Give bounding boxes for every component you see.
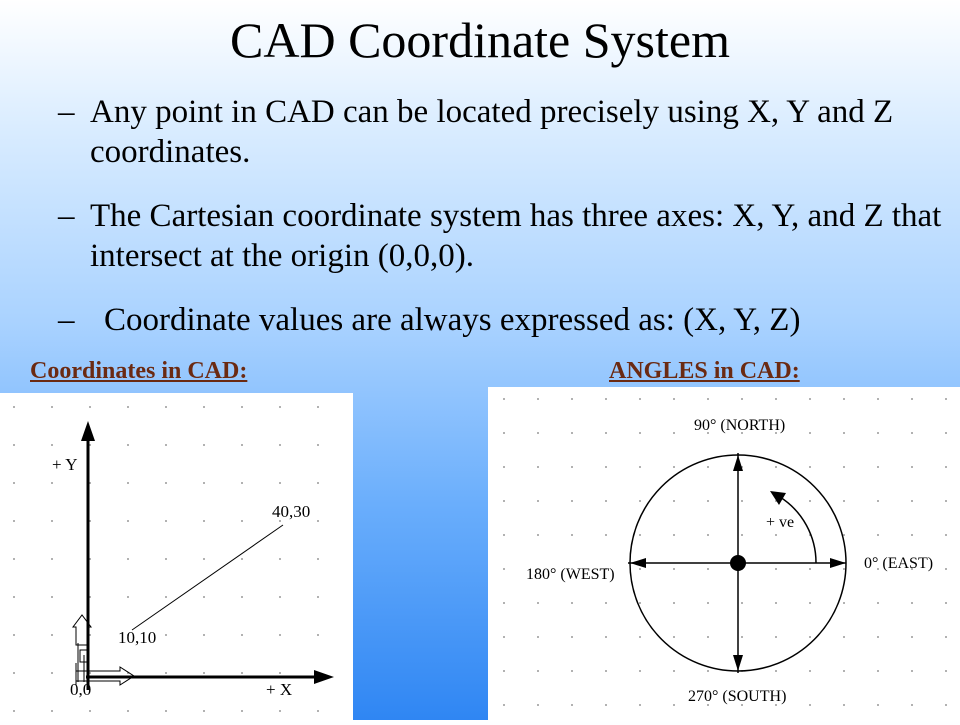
- y-axis-arrowhead: [81, 421, 95, 441]
- grid-dot: [809, 568, 811, 570]
- grid-dot: [241, 482, 243, 484]
- west-arrowhead: [630, 558, 646, 568]
- grid-dot: [605, 500, 607, 502]
- grid-dot: [203, 520, 205, 522]
- y-axis-label: + Y: [52, 455, 78, 474]
- grid-dot: [503, 466, 505, 468]
- grid-dot: [911, 466, 913, 468]
- grid-dot: [503, 568, 505, 570]
- grid-dot: [317, 596, 319, 598]
- grid-dot: [571, 500, 573, 502]
- coordinates-subheading: Coordinates in CAD:: [30, 358, 248, 384]
- grid-dot: [775, 398, 777, 400]
- grid-dot: [51, 482, 53, 484]
- grid-dot: [877, 534, 879, 536]
- grid-dot: [127, 482, 129, 484]
- grid-dot: [503, 636, 505, 638]
- grid-dot: [51, 634, 53, 636]
- bullet-point: [58, 300, 948, 340]
- grid-dot: [639, 636, 641, 638]
- grid-dot: [203, 482, 205, 484]
- grid-dot: [89, 710, 91, 712]
- grid-dot: [843, 636, 845, 638]
- coordinates-diagram: [0, 393, 353, 720]
- grid-dot: [51, 672, 53, 674]
- angles-diagram: [488, 387, 960, 720]
- grid-dot: [605, 534, 607, 536]
- grid-dot: [571, 704, 573, 706]
- grid-dot: [639, 670, 641, 672]
- grid-dot: [707, 534, 709, 536]
- grid-dot: [317, 406, 319, 408]
- grid-dot: [279, 634, 281, 636]
- bullet-point: [58, 92, 948, 172]
- grid-dot: [877, 432, 879, 434]
- grid-dot: [673, 500, 675, 502]
- grid-dot: [673, 568, 675, 570]
- ucs-icon: [73, 615, 134, 685]
- grid-dot: [877, 704, 879, 706]
- grid-dot: [537, 602, 539, 604]
- south-arrowhead: [733, 655, 743, 671]
- grid-dot: [843, 568, 845, 570]
- grid-dot: [911, 670, 913, 672]
- grid-dot: [605, 704, 607, 706]
- bullet-text: The Cartesian coordinate system has three axes: X, Y, and Z that intersect at the origin (0,0,0).: [90, 198, 942, 274]
- grid-dot: [673, 670, 675, 672]
- grid-dot: [241, 634, 243, 636]
- grid-dot: [127, 710, 129, 712]
- start-point-label: 10,10: [118, 628, 157, 647]
- arc-arrowhead-icon: [770, 491, 786, 505]
- grid-dot: [843, 602, 845, 604]
- grid-dot: [843, 704, 845, 706]
- grid-dot: [241, 406, 243, 408]
- grid-dot: [317, 558, 319, 560]
- grid-dot: [707, 466, 709, 468]
- grid-dot: [911, 398, 913, 400]
- grid-dot: [843, 432, 845, 434]
- grid-dot: [741, 636, 743, 638]
- grid-dot: [639, 432, 641, 434]
- grid-dot: [279, 482, 281, 484]
- grid-dot: [537, 466, 539, 468]
- grid-dot: [843, 466, 845, 468]
- grid-dot: [673, 636, 675, 638]
- grid-dot: [945, 432, 947, 434]
- grid-dot: [203, 444, 205, 446]
- grid-dot: [843, 670, 845, 672]
- origin-label: 0,0: [70, 680, 92, 699]
- grid-dot: [317, 444, 319, 446]
- grid-dot: [203, 406, 205, 408]
- grid-dot: [945, 534, 947, 536]
- grid-dot: [503, 432, 505, 434]
- grid-dot: [741, 602, 743, 604]
- north-arrowhead: [733, 455, 743, 471]
- grid-dot: [809, 432, 811, 434]
- grid-dot: [537, 398, 539, 400]
- grid-dot: [639, 500, 641, 502]
- grid-dot: [537, 670, 539, 672]
- grid-dot: [911, 636, 913, 638]
- grid-dot: [51, 520, 53, 522]
- east-label: 0° (EAST): [864, 555, 934, 572]
- grid-dot: [945, 398, 947, 400]
- angles-diagram-panel: [488, 387, 960, 720]
- grid-dot: [241, 558, 243, 560]
- grid-dot: [605, 398, 607, 400]
- bullet-dash: –: [58, 94, 75, 130]
- grid-dot: [317, 520, 319, 522]
- grid-dot: [945, 636, 947, 638]
- grid-dot: [537, 704, 539, 706]
- grid-dot: [707, 602, 709, 604]
- grid-dot: [165, 520, 167, 522]
- grid-dot: [165, 406, 167, 408]
- grid-dot: [809, 466, 811, 468]
- grid-dot: [317, 634, 319, 636]
- grid-dot: [877, 602, 879, 604]
- x-axis-arrowhead: [314, 670, 334, 684]
- north-label: 90° (NORTH): [694, 417, 786, 434]
- grid-dot: [775, 670, 777, 672]
- grid-dot: [809, 704, 811, 706]
- grid-dot: [673, 432, 675, 434]
- grid-dot: [13, 596, 15, 598]
- grid-dot: [503, 500, 505, 502]
- grid-dot: [571, 636, 573, 638]
- west-label: 180° (WEST): [526, 566, 615, 583]
- grid-dot: [317, 482, 319, 484]
- grid-dot: [203, 710, 205, 712]
- grid-dot: [317, 710, 319, 712]
- grid-dot: [571, 398, 573, 400]
- grid-dot: [127, 406, 129, 408]
- grid-dot: [673, 602, 675, 604]
- grid-dot: [911, 704, 913, 706]
- grid-dot: [503, 670, 505, 672]
- grid-dot: [13, 558, 15, 560]
- grid-dot: [639, 466, 641, 468]
- grid-dot: [165, 710, 167, 712]
- grid-dot: [775, 568, 777, 570]
- grid-dot: [809, 636, 811, 638]
- grid-dot: [911, 432, 913, 434]
- bullet-point: [58, 196, 948, 276]
- grid-dot: [571, 670, 573, 672]
- grid-dot: [89, 406, 91, 408]
- grid-dot: [707, 568, 709, 570]
- grid-dot: [843, 500, 845, 502]
- south-label: 270° (SOUTH): [688, 688, 787, 705]
- grid-dot: [503, 602, 505, 604]
- grid-dot: [571, 432, 573, 434]
- grid-dot: [537, 534, 539, 536]
- grid-dot: [639, 704, 641, 706]
- grid-dot: [537, 500, 539, 502]
- grid-dot: [279, 406, 281, 408]
- grid-dot: [165, 596, 167, 598]
- grid-dot: [51, 710, 53, 712]
- grid-dot: [51, 558, 53, 560]
- line-segment: [132, 525, 283, 630]
- grid-dot: [945, 568, 947, 570]
- grid-dot: [775, 466, 777, 468]
- grid-dot: [203, 558, 205, 560]
- grid-dot: [945, 500, 947, 502]
- grid-dot: [51, 444, 53, 446]
- grid-dot: [203, 596, 205, 598]
- bullet-text: Coordinate values are always expressed as: (X, Y, Z): [104, 302, 801, 338]
- grid-dot: [741, 398, 743, 400]
- grid-dot: [877, 500, 879, 502]
- grid-dot: [241, 710, 243, 712]
- grid-dot: [165, 444, 167, 446]
- grid-dot: [673, 466, 675, 468]
- bullet-text: Any point in CAD can be located precisely using X, Y and Z coordinates.: [90, 94, 894, 170]
- grid-dot: [241, 672, 243, 674]
- grid-dot: [279, 596, 281, 598]
- grid-dot: [127, 444, 129, 446]
- grid-dot: [877, 466, 879, 468]
- grid-dot: [605, 466, 607, 468]
- grid-dot: [241, 596, 243, 598]
- grid-dot: [13, 634, 15, 636]
- grid-dot: [741, 500, 743, 502]
- grid-dot: [809, 670, 811, 672]
- grid-dots: [503, 398, 947, 706]
- direction-label: + ve: [766, 514, 795, 531]
- grid-dot: [945, 670, 947, 672]
- grid-dot: [127, 596, 129, 598]
- grid-dot: [945, 704, 947, 706]
- bullet-dash: –: [58, 198, 75, 234]
- grid-dot: [165, 482, 167, 484]
- origin-dot: [730, 555, 746, 571]
- grid-dot: [13, 482, 15, 484]
- grid-dot: [639, 398, 641, 400]
- grid-dot: [605, 670, 607, 672]
- grid-dot: [639, 534, 641, 536]
- grid-dot: [843, 398, 845, 400]
- grid-dot: [911, 602, 913, 604]
- grid-dot: [707, 636, 709, 638]
- grid-dot: [673, 704, 675, 706]
- grid-dot: [503, 534, 505, 536]
- grid-dot: [673, 398, 675, 400]
- grid-dot: [843, 534, 845, 536]
- grid-dot: [945, 466, 947, 468]
- grid-dot: [13, 710, 15, 712]
- grid-dot: [775, 636, 777, 638]
- grid-dot: [877, 398, 879, 400]
- grid-dot: [605, 636, 607, 638]
- grid-dot: [605, 602, 607, 604]
- grid-dot: [51, 406, 53, 408]
- grid-dot: [741, 534, 743, 536]
- grid-dot: [911, 534, 913, 536]
- grid-dot: [877, 670, 879, 672]
- grid-dot: [639, 568, 641, 570]
- grid-dot: [279, 558, 281, 560]
- east-arrowhead: [830, 558, 846, 568]
- grid-dot: [775, 534, 777, 536]
- grid-dot: [605, 432, 607, 434]
- grid-dot: [775, 602, 777, 604]
- grid-dot: [13, 406, 15, 408]
- grid-dot: [203, 672, 205, 674]
- grid-dot: [241, 444, 243, 446]
- grid-dot: [13, 672, 15, 674]
- grid-dot: [707, 500, 709, 502]
- grid-dot: [571, 602, 573, 604]
- grid-dot: [279, 444, 281, 446]
- grid-dot: [165, 634, 167, 636]
- grid-dot: [279, 710, 281, 712]
- grid-dot: [127, 520, 129, 522]
- slide-title: CAD Coordinate System: [230, 12, 730, 68]
- grid-dot: [639, 602, 641, 604]
- grid-dot: [13, 520, 15, 522]
- grid-dot: [503, 398, 505, 400]
- grid-dot: [165, 558, 167, 560]
- grid-dot: [673, 534, 675, 536]
- grid-dot: [707, 398, 709, 400]
- grid-dot: [809, 500, 811, 502]
- grid-dot: [279, 672, 281, 674]
- grid-dot: [13, 444, 15, 446]
- grid-dot: [809, 398, 811, 400]
- grid-dot: [127, 558, 129, 560]
- x-axis-label: + X: [266, 680, 293, 699]
- grid-dot: [945, 602, 947, 604]
- grid-dot: [707, 670, 709, 672]
- bullet-dash: –: [58, 302, 75, 338]
- grid-dots: [13, 406, 319, 712]
- grid-dot: [203, 634, 205, 636]
- grid-dot: [911, 500, 913, 502]
- end-point-label: 40,30: [272, 502, 311, 521]
- grid-dot: [537, 636, 539, 638]
- angles-subheading: ANGLES in CAD:: [609, 358, 800, 384]
- grid-dot: [51, 596, 53, 598]
- coordinates-diagram-panel: [0, 393, 353, 720]
- grid-dot: [809, 602, 811, 604]
- grid-dot: [877, 636, 879, 638]
- grid-dot: [571, 466, 573, 468]
- grid-dot: [537, 432, 539, 434]
- grid-dot: [165, 672, 167, 674]
- grid-dot: [503, 704, 505, 706]
- grid-dot: [241, 520, 243, 522]
- grid-dot: [571, 534, 573, 536]
